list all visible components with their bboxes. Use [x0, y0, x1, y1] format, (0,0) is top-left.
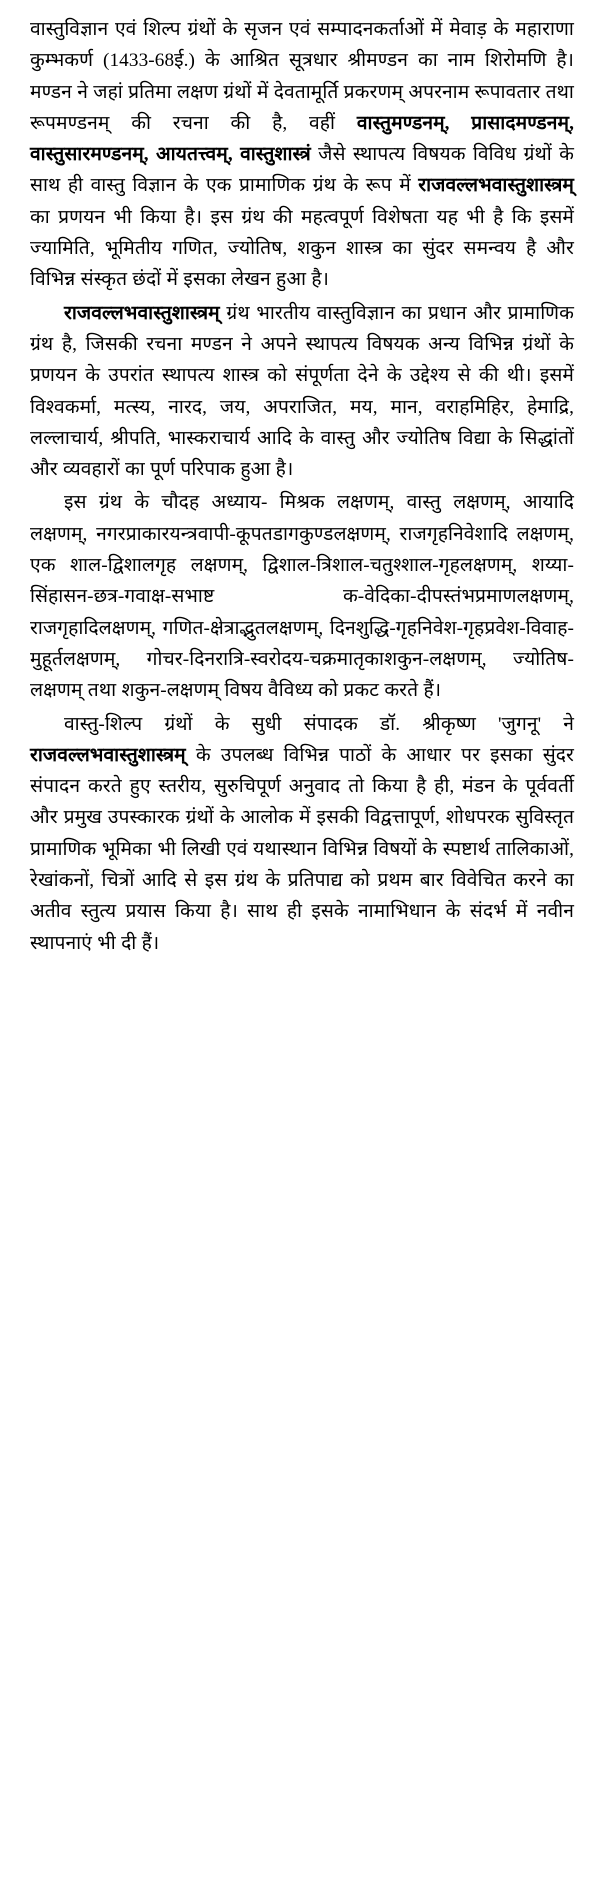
body-text: वास्तुविज्ञान एवं शिल्प ग्रंथों के सृजन एवं सम्पादनकर्ताओं में मेवाड़ के महाराणा कुम्भकर्ण (1433-68ई.) के आश्रित सूत्रधार श्रीमण्डन का नाम शिरोमणि है। मण्डन ने जहां प्रतिमा लक्षण ग्रंथों में देवतामूर्ति प्रकरणम् अपरनाम रूपावतार तथा रूपमण्डनम् की रचना की है, वहीं	[30, 19, 574, 134]
body-text: ग्रंथ भारतीय वास्तुविज्ञान का प्रधान और प्रामाणिक ग्रंथ है, जिसकी रचना मण्डन ने अपने स्थापत्य विषयक अन्य विभिन्न ग्रंथों के प्रणयन के उपरांत स्थापत्य शास्त्र को संपूर्णता देने के उद्देश्य से की थी। इसमें विश्वकर्मा, मत्स्य, नारद, जय, अपराजित, मय, मान, वराहमिहिर, हेमाद्रि, लल्लाचार्य, श्रीपति, भास्कराचार्य आदि के वास्तु और ज्योतिष विद्या के सिद्धांतों और व्यवहारों का पूर्ण परिपाक हुआ है।	[30, 302, 574, 481]
emphasized-text: वास्तुमण्डनम्, प्रासादमण्डनम्, वास्तुसारमण्डनम्, आयतत्त्वम्, वास्तुशास्त्रं	[30, 112, 574, 166]
body-text: का प्रणयन भी किया है। इस ग्रंथ की महत्वपूर्ण विशेषता यह भी है कि इसमें ज्यामिति, भूमितीय गणित, ज्योतिष, शकुन शास्त्र का सुंदर समन्वय है और विभिन्न संस्कृत छंदों में इसका लेखन हुआ है।	[30, 206, 574, 291]
body-text: जैसे स्थापत्य विषयक विविध ग्रंथों के साथ ही वास्तु विज्ञान के एक प्रामाणिक ग्रंथ के रूप में	[30, 144, 574, 197]
paragraph	[30, 14, 574, 296]
emphasized-text: राजवल्लभवास्तुशास्त्रम्	[64, 302, 220, 324]
body-text: वास्तु-शिल्प ग्रंथों के सुधी संपादक डॉ. श्रीकृष्ण 'जुगनू' ने	[64, 713, 574, 735]
document-body	[30, 14, 574, 959]
body-text: इस ग्रंथ के चौदह अध्याय- मिश्रक लक्षणम्, वास्तु लक्षणम्, आयादि लक्षणम्, नगरप्राकारयन्त्रवापी-कूपतडागकुण्डलक्षणम्, राजगृहनिवेशादि लक्षणम्, एक शाल-द्विशालगृह लक्षणम्, द्विशाल-त्रिशाल-चतुश्शाल-गृहलक्षणम्, शय्या-सिंहासन-छत्र-गवाक्ष-सभाष्ट क-वेदिका-दीपस्तंभप्रमाणलक्षणम्, राजगृहादिलक्षणम्, गणित-क्षेत्राद्भुतलक्षणम्, दिनशुद्धि-गृहनिवेश-गृहप्रवेश-विवाह-मुहूर्तलक्षणम्, गोचर-दिनरात्रि-स्वरोदय-चक्रमातृकाशकुन-लक्षणम्, ज्योतिष-लक्षणम् तथा शकुन-लक्षणम् विषय वैविध्य को प्रकट करते हैं।	[30, 492, 574, 702]
emphasized-text: राजवल्लभवास्तुशास्त्रम्	[418, 175, 574, 197]
paragraph	[30, 487, 574, 706]
body-text: के उपलब्ध विभिन्न पाठों के आधार पर इसका सुंदर संपादन करते हुए स्तरीय, सुरुचिपूर्ण अनुवाद तो किया है ही, मंडन के पूर्ववर्ती और प्रमुख उपस्कारक ग्रंथों के आलोक में इसकी विद्वत्तापूर्ण, शोधपरक सुविस्तृत प्रामाणिक भूमिका भी लिखी एवं यथास्थान विभिन्न विषयों के स्पष्टार्थ तालिकाओं, रेखांकनों, चित्रों आदि से इस ग्रंथ के प्रतिपाद्य को प्रथम बार विवेचित करने का अतीव स्तुत्य प्रयास किया है। साथ ही इसके नामाभिधान के संदर्भ में नवीन स्थापनाएं भी दी हैं।	[30, 744, 574, 954]
paragraph	[30, 709, 574, 959]
paragraph	[30, 298, 574, 486]
emphasized-text: राजवल्लभवास्तुशास्त्रम्	[30, 744, 186, 766]
